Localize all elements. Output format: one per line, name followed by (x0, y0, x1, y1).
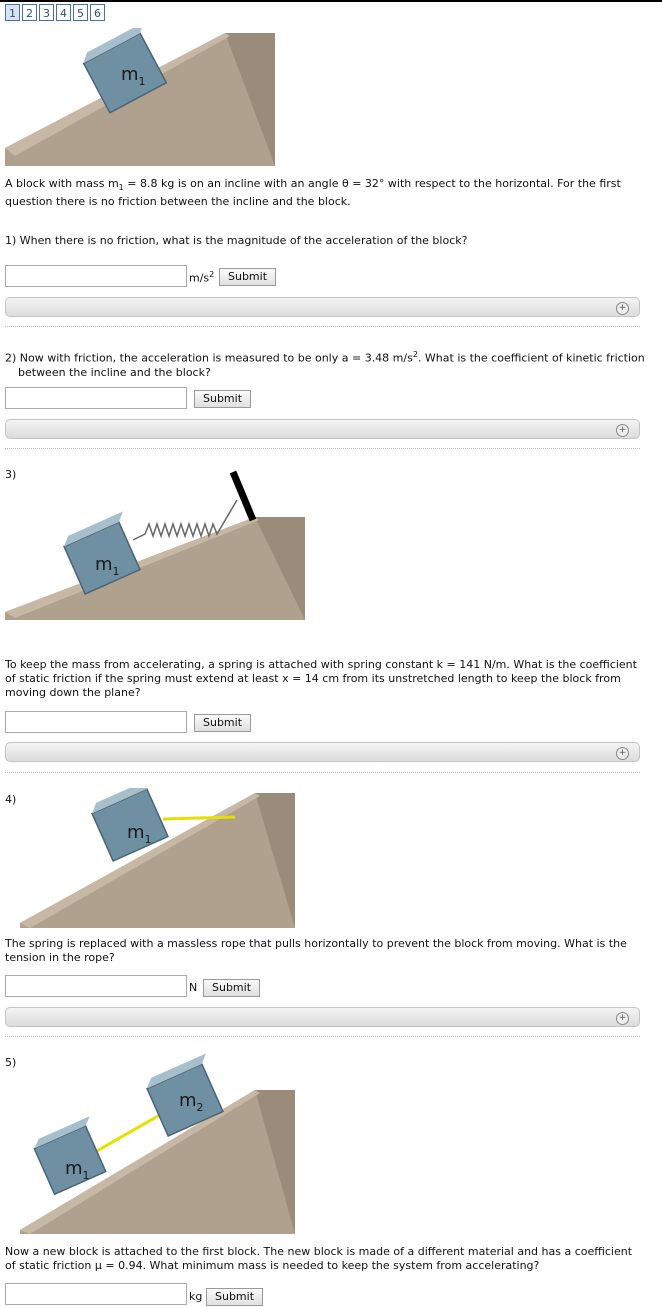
spring-wall (233, 472, 253, 520)
question-1-text: 1) When there is no friction, what is the magnitude of the acceleration of the block? (5, 234, 468, 247)
unit-label-4: N (189, 981, 198, 994)
separator (5, 1036, 640, 1037)
expand-plus-icon[interactable]: + (616, 1012, 629, 1025)
submit-button-4[interactable]: Submit (203, 979, 260, 997)
mass-label-m1: $m_1$ (65, 1158, 90, 1182)
mass-label-m1: $m_1$ (127, 822, 152, 846)
expand-plus-icon[interactable]: + (616, 747, 629, 760)
question-2-text: 2) Now with friction, the acceleration is measured to be only a = 3.48 $m/s^2$. What is the coefficient of kinetic friction between the incline and the block? (5, 350, 645, 379)
answer-input-5[interactable] (5, 1283, 187, 1305)
submit-button-3[interactable]: Submit (194, 714, 251, 732)
answer-input-2[interactable] (5, 387, 187, 409)
incline-figure-spring (5, 462, 315, 622)
tab-2[interactable]: 2 (22, 4, 37, 21)
rope (163, 817, 235, 819)
top-border (0, 0, 662, 2)
problem-intro: A block with mass $m_1 = 8.8$ kg is on an incline with an angle θ = 32° with respect to the horizontal. For the first question there is no friction between the incline and the block. (5, 177, 621, 209)
question-5-number: 5) (5, 1056, 17, 1069)
incline-figure-two-blocks (5, 1050, 305, 1240)
answer-input-1[interactable] (5, 265, 187, 287)
question-3-text: To keep the mass from accelerating, a spring is attached with spring constant k = 141 N/m. What is the coefficient of static friction if the spring must extend at least x = 14 cm from its unstretched length to keep the block from moving down the plane? (5, 658, 637, 699)
question-tabs (5, 4, 107, 21)
answer-input-4[interactable] (5, 975, 187, 997)
submit-button-5[interactable]: Submit (206, 1288, 263, 1306)
mass-label-m1: $m_1$ (121, 64, 146, 88)
tab-1[interactable]: 1 (5, 4, 20, 21)
mass-label-m1: $m_1$ (95, 554, 120, 578)
question-3-number: 3) (5, 468, 17, 481)
separator (5, 326, 640, 327)
incline-figure-1 (5, 28, 285, 168)
tab-5[interactable]: 5 (73, 4, 88, 21)
question-4-text: The spring is replaced with a massless rope that pulls horizontally to prevent the block from moving. What is the tension in the rope? (5, 937, 627, 964)
question-4-number: 4) (5, 793, 17, 806)
separator (5, 448, 640, 449)
unit-label-5: kg (189, 1290, 203, 1303)
incline-figure-rope (5, 788, 305, 933)
submit-button-2[interactable]: Submit (194, 390, 251, 408)
tab-4[interactable]: 4 (56, 4, 71, 21)
answer-input-3[interactable] (5, 711, 187, 733)
tab-3[interactable]: 3 (39, 4, 54, 21)
separator (5, 772, 640, 773)
hint-bar-4[interactable] (5, 1007, 640, 1027)
unit-label-1: $m/s^2$ (189, 270, 215, 285)
hint-bar-2[interactable] (5, 419, 640, 439)
rope (95, 1112, 165, 1152)
expand-plus-icon[interactable]: + (616, 424, 629, 437)
hint-bar-3[interactable] (5, 742, 640, 762)
mass-label-m2: $m_2$ (179, 1090, 204, 1114)
question-5-text: Now a new block is attached to the first block. The new block is made of a different material and has a coefficient of static friction μ = 0.94. What minimum mass is needed to keep the system from accelerating? (5, 1245, 633, 1272)
hint-bar-1[interactable] (5, 297, 640, 317)
tab-6[interactable]: 6 (90, 4, 105, 21)
expand-plus-icon[interactable]: + (616, 302, 629, 315)
submit-button-1[interactable]: Submit (219, 268, 276, 286)
